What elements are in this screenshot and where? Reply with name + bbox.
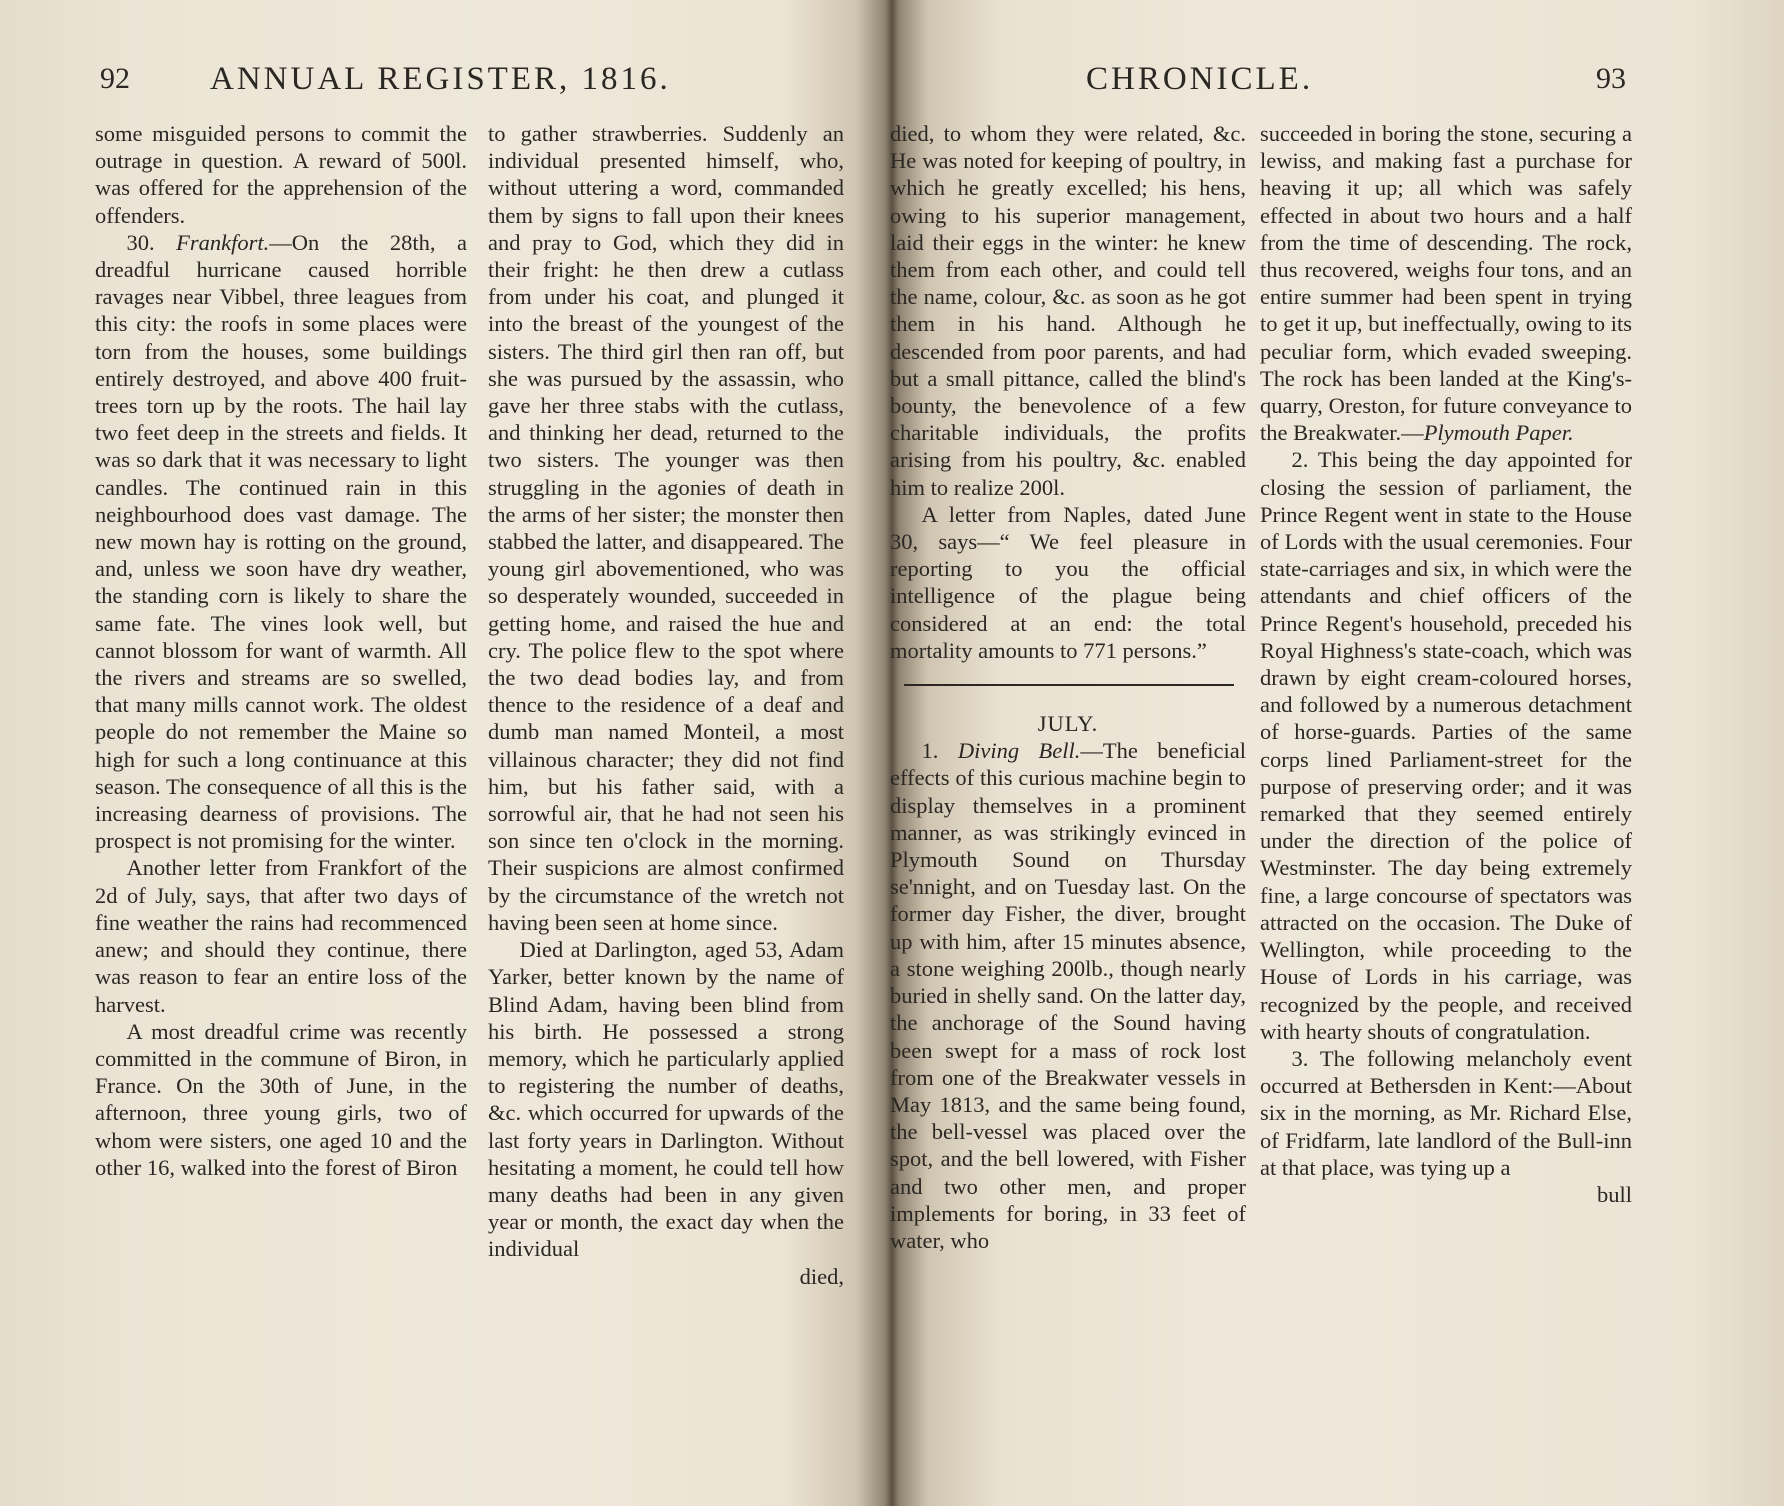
catchword: bull: [1596, 1181, 1632, 1207]
right-column-1: [890, 120, 1246, 1254]
right-page: [876, 0, 1784, 1506]
paragraph-text: 3. The following melancholy event occurred at Bethersden in Kent:—About six in the morning, as Mr. Richard Else, of Fridfarm, late landlord of the Bull-inn at that place, was tying up a: [1260, 1045, 1632, 1180]
running-head: CHRONICLE.: [1086, 61, 1314, 97]
right-column-2: [1260, 120, 1632, 1208]
catchword: died,: [799, 1263, 844, 1289]
left-column-1: [95, 120, 467, 1181]
page-number: 93: [1596, 62, 1626, 95]
paragraph-text: —The beneficial effects of this curious machine begin to display themselves in a prominent manner, as was strikingly evinced in Plymouth Sound on Thursday se'nnight, and on Tuesday last. On the former day Fisher, the diver, brought up with him, after 15 minutes absence, a stone weighing 200lb., though nearly buried in shelly sand. On the latter day, the anchorage of the Sound having been swept for a mass of rock lost from one of the Breakwater vessels in May 1813, and the same being found, the bell-vessel was placed over the spot, and the bell lowered, with Fisher and two other men, and proper implements for boring, in 33 feet of water, who: [890, 738, 1246, 1253]
section-heading: JULY.: [1037, 711, 1099, 737]
paragraph-text: Another letter from Frankfort of the 2d of July, says, that after two days of fine weather the rains had recommenced anew; and should they continue, there was reason to fear an entire loss of the harvest.: [95, 855, 467, 1017]
paragraph: [1260, 120, 1632, 446]
paragraph: [95, 854, 467, 1017]
paragraph: [95, 1018, 467, 1181]
left-column-2: [488, 120, 844, 1290]
paragraph: [488, 936, 844, 1262]
entry-title: Frankfort.: [176, 229, 270, 255]
paragraph-text: to gather strawberries. Suddenly an individual presented himself, who, without uttering a word, commanded them by signs to fall upon their knees and pray to God, which they did in their fright: he then drew a cutlass from under his coat, and plunged it into the breast of the youngest of the sisters. The third girl then ran off, but she was pursued by the assassin, who gave her three stabs with the cutlass, and thinking her dead, returned to the two sisters. The younger was then struggling in the agonies of death in the arms of her sister; the monster then stabbed the latter, and disappeared. The young girl abovementioned, who was so desperately wounded, succeeded in getting home, and raised the hue and cry. The police flew to the spot where the two dead bodies lay, and from thence to the residence of a deaf and dumb man named Monteil, a most villainous character; they did not find him, but his father said, with a sorrowful air, that he had not seen his son since ten o'clock in the morning. Their suspicions are almost confirmed by the circumstance of the wretch not having been seen at home since.: [488, 121, 844, 935]
paragraph: [890, 501, 1246, 664]
entry-title: Diving Bell.: [957, 738, 1081, 764]
paragraph-text: —On the 28th, a dreadful hurricane caused horrible ravages near Vibbel, three leagues from this city: the roofs in some places were torn from the houses, some buildings entirely destroyed, and above 400 fruit-trees torn up by the roots. The hail lay two feet deep in the streets and fields. It was so dark that it was necessary to light candles. The continued rain in this neighbourhood does vast damage. The new mown hay is rotting on the ground, and, unless we soon have dry weather, the standing corn is likely to share the same fate. The vines look well, but cannot blossom for want of warmth. All the rivers and streams are so swelled, that many mills cannot work. The oldest people do not remember the Maine so high for such a long continuance at this season. The consequence of all this is the increasing dearness of provisions. The prospect is not promising for the winter.: [95, 229, 468, 854]
paragraph-text: A letter from Naples, dated June 30, says—“ We feel pleasure in reporting to you the official intelligence of the plague being considered at an end: the total mortality amounts to 771 persons.”: [890, 501, 1246, 663]
paragraph: [1260, 446, 1632, 1044]
paragraph: [95, 229, 467, 855]
paragraph-text: some misguided persons to commit the outrage in question. A reward of 500l. was offered for the apprehension of the offenders.: [95, 121, 467, 228]
paragraph-text: died, to whom they were related, &c. He was noted for keeping of poultry, in which he greatly excelled; his hens, owing to his superior management, laid their eggs in the winter: he knew them from each other, and could tell the name, colour, &c. as soon as he got them in his hand. Although he descended from poor parents, and had but a small pittance, called the blind's bounty, the benevolence of a few charitable individuals, the profits arising from his poultry, &c. enabled him to realize 200l.: [890, 121, 1246, 500]
entry-date: 1.: [921, 738, 958, 764]
paragraph: [95, 120, 467, 229]
paragraph: [1260, 1045, 1632, 1181]
left-page: [0, 0, 876, 1506]
paragraph-text: Died at Darlington, aged 53, Adam Yarker, better known by the name of Blind Adam, having been blind from his birth. He possessed a strong memory, which he particularly applied to registering the number of deaths, &c. which occurred for upwards of the last forty years in Darlington. Without hesitating a moment, he could tell how many deaths had been in any given year or month, the exact day when the individual: [488, 937, 844, 1262]
paragraph-text: 2. This being the day appointed for closing the session of parliament, the Prince Regent went in state to the House of Lords with the usual ceremonies. Four state-carriages and six, in which were the attendants and chief officers of the Prince Regent's household, preceded his Royal Highness's state-coach, which was drawn by eight cream-coloured horses, and followed by a numerous detachment of horse-guards. Parties of the same corps lined Parliament-street for the purpose of preserving order; and it was remarked that they seemed entirely under the direction of the police of Westminster. The day being extremely fine, a large concourse of spectators was attracted on the occasion. The Duke of Wellington, while proceeding to the House of Lords in his carriage, was recognized by the people, and received with hearty shouts of congratulation.: [1260, 447, 1632, 1044]
running-head: ANNUAL REGISTER, 1816.: [210, 61, 671, 97]
paragraph: [890, 737, 1246, 1254]
paragraph-text: A most dreadful crime was recently committed in the commune of Biron, in France. On the 30th of June, in the afternoon, three young girls, two of whom were sisters, one aged 10 and the other 16, walked into the forest of Biron: [95, 1018, 467, 1180]
paragraph-text: succeeded in boring the stone, securing a lewiss, and making fast a purchase for heaving it up; all which was safely effected in about two hours and a half from the time of descending. The rock, thus recovered, weighs four tons, and an entire summer had been spent in trying to get it up, but ineffectually, owing to its peculiar form, which evaded sweeping. The rock has been landed at the King's-quarry, Oreston, for future conveyance to the Breakwater.—: [1260, 121, 1632, 446]
left-page-header: [0, 54, 876, 104]
right-page-header: [876, 54, 1784, 104]
section-rule: [904, 684, 1234, 686]
source-attribution: Plymouth Paper.: [1423, 420, 1574, 446]
page-number: 92: [100, 62, 130, 95]
entry-date: 30.: [126, 229, 177, 255]
paragraph: [890, 120, 1246, 501]
paragraph: [488, 120, 844, 936]
